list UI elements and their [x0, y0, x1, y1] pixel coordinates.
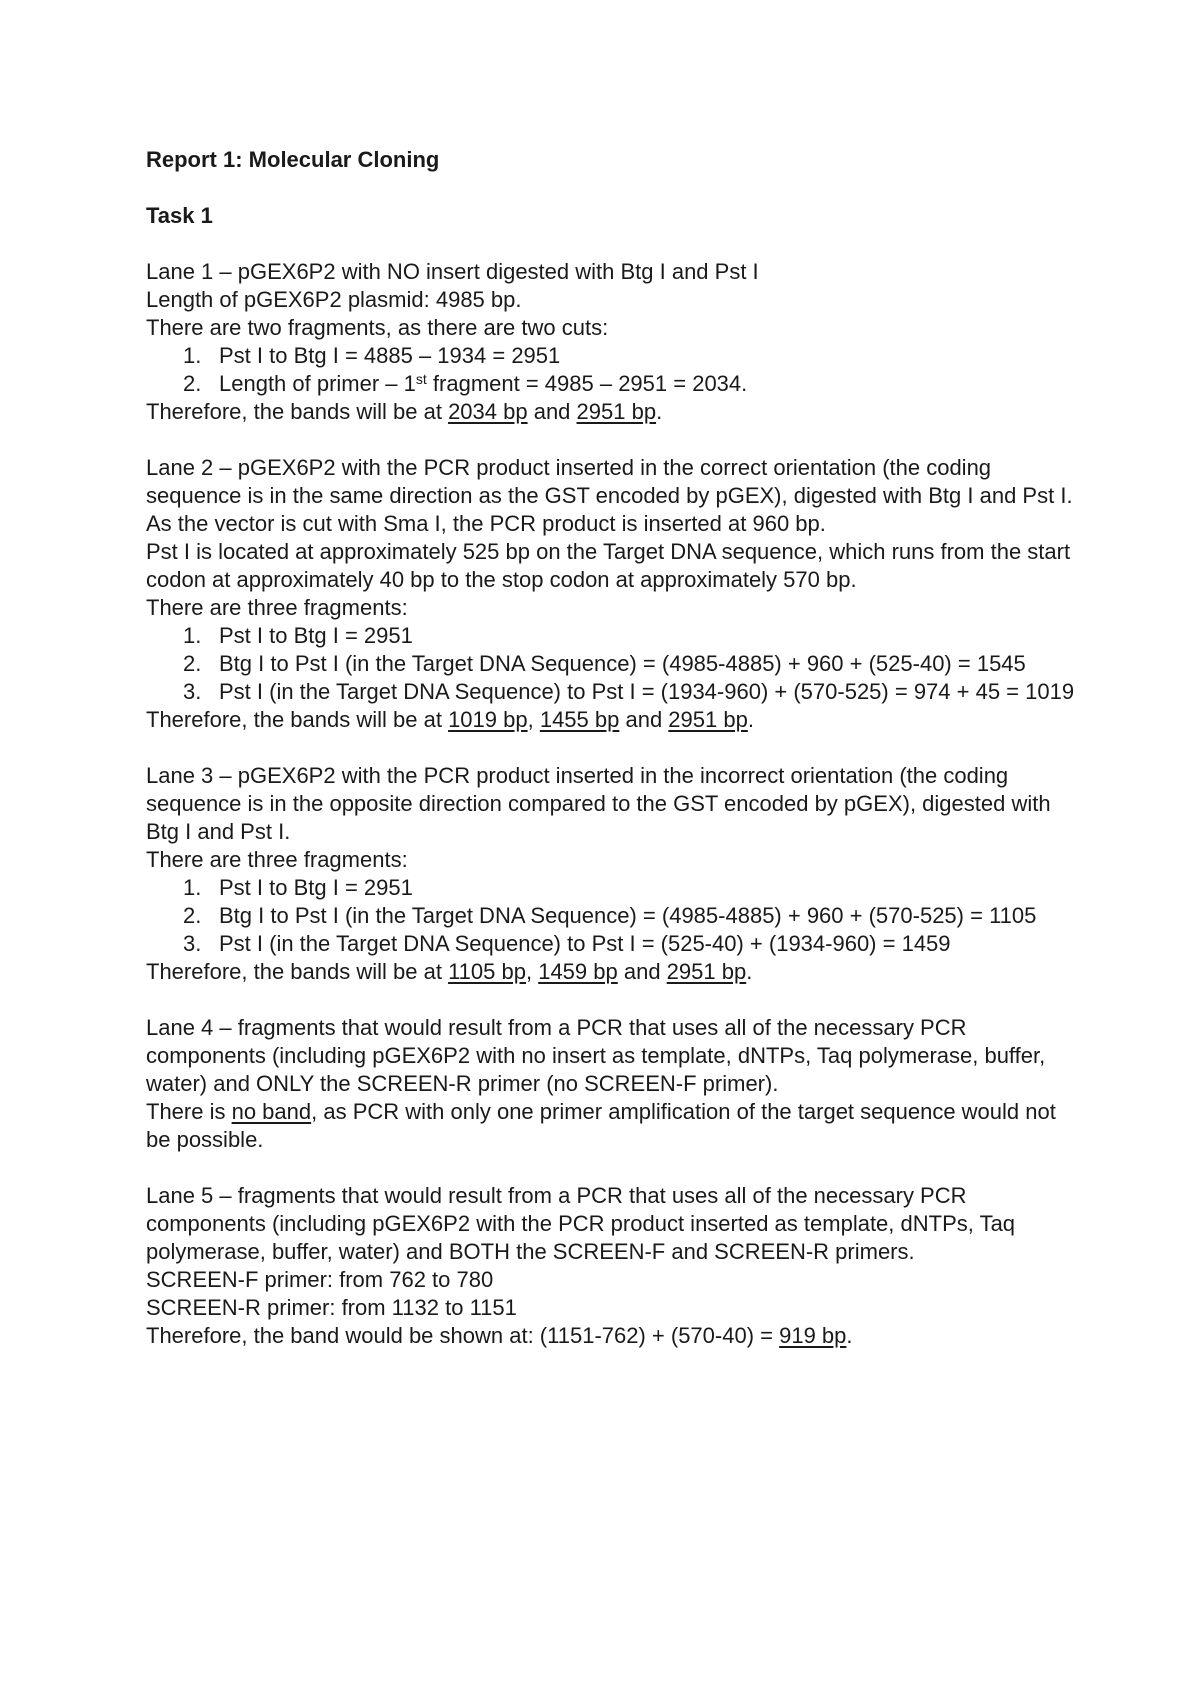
list-item [146, 902, 1080, 930]
spacer [146, 986, 1080, 1014]
list-item [146, 370, 1080, 398]
spacer [146, 230, 1080, 258]
list-number: 1. [183, 623, 202, 648]
band-value: 2951 bp [576, 399, 657, 424]
list-item-text: Pst I (in the Target DNA Sequence) to Pst I = (1934-960) + (570-525) = 974 + 45 = 1019 [219, 679, 1075, 704]
lane4-conclusion [146, 1098, 1080, 1154]
conclusion-text: . [746, 959, 753, 984]
lane3-conclusion [146, 958, 1080, 986]
conclusion-text: Therefore, the bands will be at [146, 399, 449, 424]
spacer [146, 734, 1080, 762]
list-item [146, 622, 1080, 650]
lane2-conclusion [146, 706, 1080, 734]
band-value: 1105 bp [448, 959, 526, 984]
list-item [146, 930, 1080, 958]
conclusion-text: , as PCR with only one primer amplification of the target sequence would not be possible. [146, 1099, 1056, 1152]
lane1-length: Length of pGEX6P2 plasmid: 4985 bp. [146, 287, 522, 312]
lane2-sma-note: As the vector is cut with Sma I, the PCR product is inserted at 960 bp. [146, 511, 826, 536]
lane2-fragment-list [146, 622, 1080, 706]
lane5-screen-r: SCREEN-R primer: from 1132 to 1151 [146, 1295, 517, 1320]
list-item-text: Length of primer – 1 [219, 371, 416, 396]
list-item [146, 342, 1080, 370]
band-value: 919 bp [779, 1323, 847, 1348]
conclusion-text: Therefore, the band would be shown at: (1151-762) + (570-40) = [146, 1323, 780, 1348]
list-item-text: Pst I to Btg I = 2951 [219, 875, 413, 900]
lane3-section [146, 762, 1080, 986]
list-item [146, 874, 1080, 902]
conclusion-text: There is [146, 1099, 232, 1124]
list-item-text: fragment = 4985 – 2951 = 2034. [426, 371, 748, 396]
lane1-intro: There are two fragments, as there are two cuts: [146, 315, 609, 340]
task-title: Task 1 [146, 203, 213, 228]
lane2-pst-note: Pst I is located at approximately 525 bp on the Target DNA sequence, which runs from the start codon at approximately 40 bp to the stop codon at approximately 570 bp. [146, 539, 1071, 592]
list-item-text: Btg I to Pst I (in the Target DNA Sequence) = (4985-4885) + 960 + (525-40) = 1545 [219, 651, 1026, 676]
conclusion-text: . [846, 1323, 853, 1348]
conclusion-text: . [747, 707, 754, 732]
lane3-fragment-list [146, 874, 1080, 958]
conclusion-text: and [617, 959, 667, 984]
lane4-section [146, 1014, 1080, 1154]
lane1-heading: Lane 1 – pGEX6P2 with NO insert digested with Btg I and Pst I [146, 259, 759, 284]
band-value: no band [231, 1099, 312, 1124]
spacer [146, 1154, 1080, 1182]
lane1-section [146, 258, 1080, 426]
list-number: 2. [183, 903, 202, 928]
band-value: 2951 bp [666, 959, 747, 984]
list-item-text: Pst I to Btg I = 2951 [219, 623, 413, 648]
conclusion-text: and [619, 707, 669, 732]
list-item-text: Pst I to Btg I = 4885 – 1934 = 2951 [219, 343, 561, 368]
lane5-screen-f: SCREEN-F primer: from 762 to 780 [146, 1267, 494, 1292]
list-item-text: Pst I (in the Target DNA Sequence) to Pst I = (525-40) + (1934-960) = 1459 [219, 931, 951, 956]
band-value: 2034 bp [448, 399, 528, 424]
lane2-section [146, 454, 1080, 734]
lane2-intro: There are three fragments: [146, 595, 408, 620]
conclusion-text: Therefore, the bands will be at [146, 959, 449, 984]
lane1-fragment-list [146, 342, 1080, 398]
list-number: 1. [183, 875, 202, 900]
spacer [146, 426, 1080, 454]
list-number: 3. [183, 931, 202, 956]
band-value: 2951 bp [668, 707, 748, 732]
report-title: Report 1: Molecular Cloning [146, 147, 440, 172]
lane2-heading: Lane 2 – pGEX6P2 with the PCR product inserted in the correct orientation (the coding sequence is in the same direction as the GST encoded by pGEX), digested with Btg I and Pst I. [146, 455, 1073, 508]
lane1-conclusion [146, 398, 1080, 426]
list-number: 2. [183, 651, 202, 676]
spacer [146, 174, 1080, 202]
lane5-heading: Lane 5 – fragments that would result from a PCR that uses all of the necessary PCR components (including pGEX6P2 with the PCR product inserted as template, dNTPs, Taq polymerase, buffer, water) and BOTH the SCREEN-F and SCREEN-R primers. [146, 1183, 1016, 1264]
band-value: 1019 bp [448, 707, 528, 732]
conclusion-text: Therefore, the bands will be at [146, 707, 449, 732]
conclusion-text: , [527, 707, 540, 732]
lane3-intro: There are three fragments: [146, 847, 408, 872]
list-item-text: Btg I to Pst I (in the Target DNA Sequence) = (4985-4885) + 960 + (570-525) = 1105 [219, 903, 1037, 928]
list-number: 2. [183, 371, 202, 396]
lane5-conclusion [146, 1322, 1080, 1350]
band-value: 1459 bp [538, 959, 618, 984]
band-value: 1455 bp [539, 707, 620, 732]
conclusion-text: and [527, 399, 577, 424]
list-number: 1. [183, 343, 202, 368]
lane5-section [146, 1182, 1080, 1350]
lane4-heading: Lane 4 – fragments that would result from a PCR that uses all of the necessary PCR components (including pGEX6P2 with no insert as template, dNTPs, Taq polymerase, buffer, water) and ONLY the SCREEN-R primer (no SCREEN-F primer). [146, 1015, 1046, 1096]
conclusion-text: . [656, 399, 663, 424]
list-number: 3. [183, 679, 202, 704]
list-item [146, 678, 1080, 706]
ordinal-superscript: st [415, 371, 427, 387]
lane3-heading: Lane 3 – pGEX6P2 with the PCR product inserted in the incorrect orientation (the coding sequence is in the opposite direction compared to the GST encoded by pGEX), digested with Btg I and Pst I. [146, 763, 1051, 844]
list-item [146, 650, 1080, 678]
conclusion-text: , [525, 959, 539, 984]
